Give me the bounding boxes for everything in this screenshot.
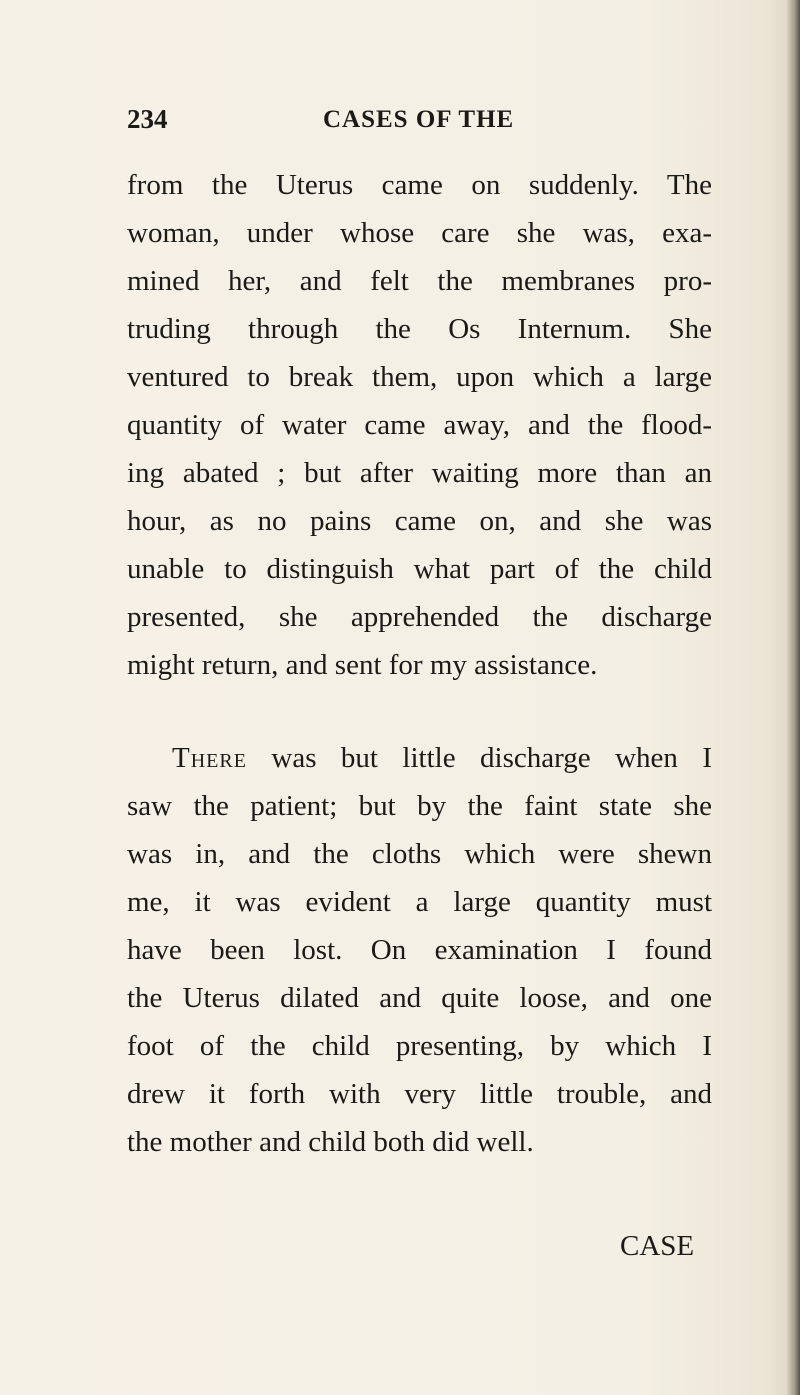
paragraph-first-line-rest: was but little discharge when I <box>246 742 712 774</box>
paragraph-first-word: There <box>172 742 247 774</box>
catchword: CASE <box>620 1230 695 1262</box>
page-number: 234 <box>127 104 168 134</box>
text-line: unable to distinguish what part of the child <box>127 553 712 585</box>
text-line: might return, and sent for my assistance. <box>127 649 598 681</box>
page-header <box>127 104 727 144</box>
page-gutter-shadow <box>786 0 800 1395</box>
text-line: ing abated ; but after waiting more than an <box>127 457 712 489</box>
text-line: mined her, and felt the membranes pro- <box>127 265 712 297</box>
text-line: woman, under whose care she was, exa- <box>127 217 712 249</box>
text-line: me, it was evident a large quantity must <box>127 886 712 918</box>
text-line: quantity of water came away, and the flood- <box>127 409 712 441</box>
text-line: hour, as no pains came on, and she was <box>127 505 712 537</box>
running-head: CASES OF THE <box>323 106 515 133</box>
text-line: drew it forth with very little trouble, and <box>127 1078 712 1110</box>
paragraph-opening-line <box>172 738 712 778</box>
text-line: truding through the Os Internum. She <box>127 313 712 345</box>
text-line: was in, and the cloths which were shewn <box>127 838 712 870</box>
text-line: have been lost. On examination I found <box>127 934 712 966</box>
text-line: foot of the child presenting, by which I <box>127 1030 712 1062</box>
text-line: the mother and child both did well. <box>127 1126 534 1158</box>
text-line: from the Uterus came on suddenly. The <box>127 169 712 201</box>
text-line: the Uterus dilated and quite loose, and one <box>127 982 712 1014</box>
text-line: ventured to break them, upon which a large <box>127 361 712 393</box>
text-line: saw the patient; but by the faint state she <box>127 790 712 822</box>
text-line: presented, she apprehended the discharge <box>127 601 712 633</box>
